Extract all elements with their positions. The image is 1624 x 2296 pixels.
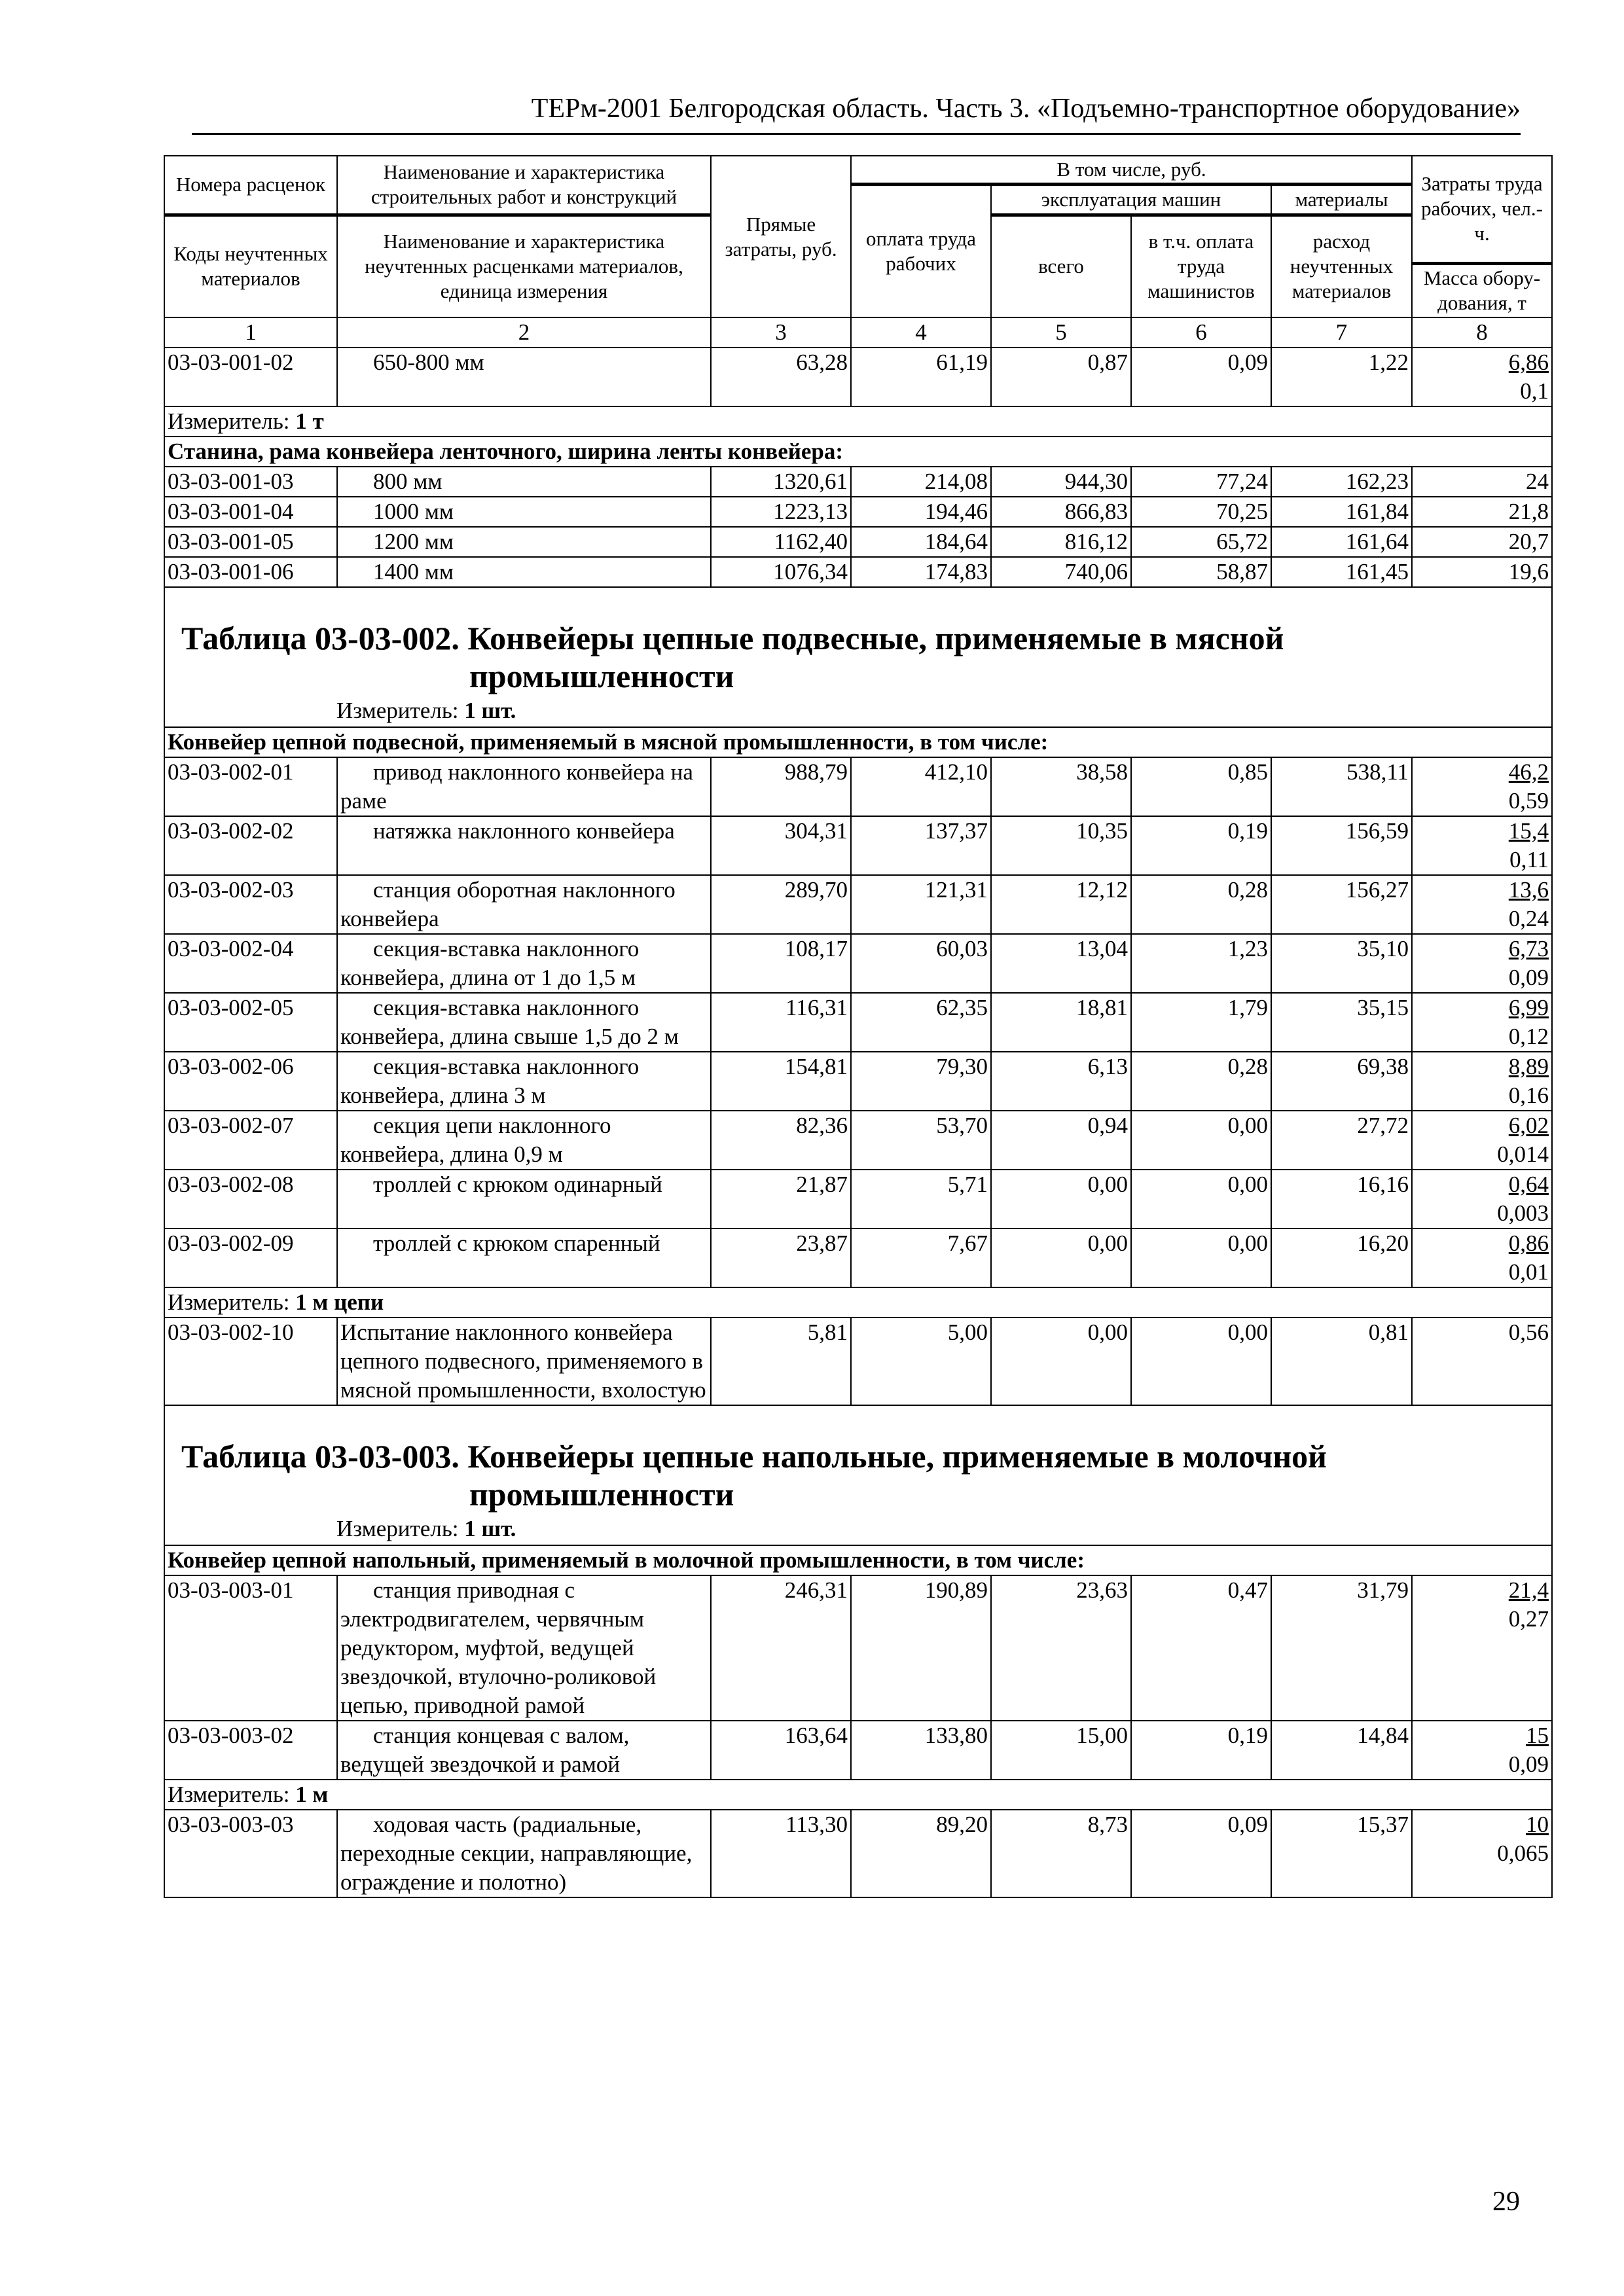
operator-pay: 65,72	[1131, 527, 1271, 557]
measure-value: 1 м	[295, 1782, 329, 1807]
materials-cost: 15,37	[1271, 1810, 1412, 1897]
direct-cost: 154,81	[711, 1052, 851, 1111]
labor-mass-cell	[1412, 557, 1552, 587]
rate-code: 03-03-002-01	[164, 757, 337, 816]
table-title: Таблица 03-03-002. Конвейеры цепные подвесные, применяемые в мясной	[181, 620, 1284, 656]
direct-cost: 21,87	[711, 1170, 851, 1229]
labor-mass-cell	[1412, 1810, 1552, 1897]
rate-name: привод наклонного конвейера на раме	[337, 757, 711, 816]
direct-cost: 1162,40	[711, 527, 851, 557]
machines-total: 13,04	[991, 934, 1131, 993]
table-row	[164, 467, 1552, 497]
worker-pay: 79,30	[851, 1052, 991, 1111]
table-row	[164, 1111, 1552, 1170]
rate-name: троллей с крюком спаренный	[337, 1229, 711, 1287]
operator-pay: 0,00	[1131, 1229, 1271, 1287]
rate-name: ходовая часть (радиальные, переходные секции, направляющие, ограждение и полотно)	[337, 1810, 711, 1897]
worker-pay: 133,80	[851, 1721, 991, 1780]
table-row	[164, 527, 1552, 557]
machines-total: 0,00	[991, 1229, 1131, 1287]
operator-pay: 0,19	[1131, 1721, 1271, 1780]
header-material-name: Наименование и характеристика неучтенных расценками материалов, единица измерения	[337, 215, 711, 317]
page-number: 29	[1492, 2187, 1520, 2217]
machines-total: 944,30	[991, 467, 1131, 497]
rate-code: 03-03-003-01	[164, 1575, 337, 1721]
materials-cost: 538,11	[1271, 757, 1412, 816]
machines-total: 15,00	[991, 1721, 1131, 1780]
header-material-consumption: расход неучтенных материалов	[1271, 215, 1412, 317]
direct-cost: 5,81	[711, 1318, 851, 1405]
labor-costs: 0,86	[1508, 1230, 1549, 1256]
worker-pay: 62,35	[851, 993, 991, 1052]
worker-pay: 60,03	[851, 934, 991, 993]
table-row	[164, 816, 1552, 875]
materials-cost: 161,45	[1271, 557, 1412, 587]
rate-name: троллей с крюком одинарный	[337, 1170, 711, 1229]
direct-cost: 113,30	[711, 1810, 851, 1897]
operator-pay: 77,24	[1131, 467, 1271, 497]
machines-total: 866,83	[991, 497, 1131, 527]
machines-total: 740,06	[991, 557, 1131, 587]
header-material-codes: Коды неучтенных материалов	[164, 215, 337, 317]
table-row	[164, 1810, 1552, 1897]
operator-pay: 70,25	[1131, 497, 1271, 527]
group-row	[164, 727, 1552, 757]
measure-row	[164, 1287, 1552, 1318]
rate-code: 03-03-002-04	[164, 934, 337, 993]
measure-unit	[181, 695, 1551, 726]
operator-pay: 0,09	[1131, 348, 1271, 406]
header-machines-total: всего	[991, 215, 1131, 317]
machines-total: 0,00	[991, 1318, 1131, 1405]
labor-costs: 6,99	[1508, 995, 1549, 1020]
column-number: 7	[1271, 317, 1412, 348]
rate-name: секция-вставка наклонного конвейера, длина от 1 до 1,5 м	[337, 934, 711, 993]
header-equipment-mass: Масса обору-дования, т	[1412, 263, 1552, 317]
machines-total: 10,35	[991, 816, 1131, 875]
equipment-mass: 0,59	[1508, 788, 1549, 814]
rate-code: 03-03-001-04	[164, 497, 337, 527]
measure-unit	[164, 1287, 1552, 1318]
table-title-row	[164, 1405, 1552, 1545]
labor-mass-cell	[1412, 497, 1552, 527]
rate-code: 03-03-002-06	[164, 1052, 337, 1111]
labor-costs: 15	[1526, 1723, 1549, 1748]
labor-mass-cell	[1412, 1575, 1552, 1721]
rate-code: 03-03-003-02	[164, 1721, 337, 1780]
machines-total: 8,73	[991, 1810, 1131, 1897]
materials-cost: 161,64	[1271, 527, 1412, 557]
worker-pay: 89,20	[851, 1810, 991, 1897]
table-row	[164, 497, 1552, 527]
labor-costs: 21,4	[1508, 1577, 1549, 1603]
labor-mass-cell	[1412, 1721, 1552, 1780]
worker-pay: 190,89	[851, 1575, 991, 1721]
machines-total: 0,00	[991, 1170, 1131, 1229]
measure-value: 1 м цепи	[295, 1289, 384, 1315]
direct-cost: 116,31	[711, 993, 851, 1052]
labor-mass-cell	[1412, 1052, 1552, 1111]
table-title-continued: промышленности	[469, 1476, 734, 1513]
labor-costs: 0,64	[1508, 1172, 1549, 1197]
group-title: Станина, рама конвейера ленточного, ширина ленты конвейера:	[164, 437, 1552, 467]
column-number: 3	[711, 317, 851, 348]
labor-mass-cell	[1412, 1229, 1552, 1287]
machines-total: 0,87	[991, 348, 1131, 406]
labor-costs: 8,89	[1508, 1054, 1549, 1079]
worker-pay: 5,71	[851, 1170, 991, 1229]
rate-code: 03-03-002-03	[164, 875, 337, 934]
header-rule	[192, 133, 1521, 135]
rate-code: 03-03-003-03	[164, 1810, 337, 1897]
measure-value: 1 шт.	[464, 1516, 516, 1541]
column-number: 6	[1131, 317, 1271, 348]
group-title: Конвейер цепной подвесной, применяемый в мясной промышленности, в том числе:	[164, 727, 1552, 757]
materials-cost: 1,22	[1271, 348, 1412, 406]
measure-label: Измеритель:	[168, 1782, 290, 1807]
group-row	[164, 1545, 1552, 1575]
table-title-cell	[164, 587, 1552, 727]
materials-cost: 31,79	[1271, 1575, 1412, 1721]
machines-total: 18,81	[991, 993, 1131, 1052]
operator-pay: 0,00	[1131, 1170, 1271, 1229]
labor-mass-cell	[1412, 467, 1552, 497]
labor-costs: 19,6	[1508, 559, 1549, 584]
labor-costs: 6,73	[1508, 936, 1549, 961]
table-row	[164, 1229, 1552, 1287]
labor-mass-cell	[1412, 1170, 1552, 1229]
labor-mass-cell	[1412, 934, 1552, 993]
column-number: 4	[851, 317, 991, 348]
direct-cost: 82,36	[711, 1111, 851, 1170]
materials-cost: 0,81	[1271, 1318, 1412, 1405]
rate-code: 03-03-001-03	[164, 467, 337, 497]
worker-pay: 174,83	[851, 557, 991, 587]
operator-pay: 0,28	[1131, 1052, 1271, 1111]
group-row	[164, 437, 1552, 467]
table-row	[164, 1052, 1552, 1111]
worker-pay: 194,46	[851, 497, 991, 527]
labor-costs: 10	[1526, 1812, 1549, 1837]
equipment-mass: 0,09	[1508, 965, 1549, 990]
rate-name: 800 мм	[337, 467, 711, 497]
equipment-mass: 0,1	[1520, 378, 1549, 404]
worker-pay: 61,19	[851, 348, 991, 406]
direct-cost: 23,87	[711, 1229, 851, 1287]
machines-total: 12,12	[991, 875, 1131, 934]
rate-name: станция оборотная наклонного конвейера	[337, 875, 711, 934]
measure-unit	[164, 1780, 1552, 1810]
operator-pay: 0,47	[1131, 1575, 1271, 1721]
measure-value: 1 т	[295, 408, 324, 434]
measure-row	[164, 1780, 1552, 1810]
header-materials: материалы	[1271, 184, 1412, 215]
rate-code: 03-03-002-10	[164, 1318, 337, 1405]
operator-pay: 0,09	[1131, 1810, 1271, 1897]
worker-pay: 7,67	[851, 1229, 991, 1287]
equipment-mass: 0,003	[1497, 1200, 1549, 1226]
equipment-mass: 0,12	[1508, 1024, 1549, 1049]
materials-cost: 69,38	[1271, 1052, 1412, 1111]
labor-costs: 6,02	[1508, 1113, 1549, 1138]
labor-costs: 0,56	[1508, 1319, 1549, 1345]
direct-cost: 108,17	[711, 934, 851, 993]
direct-cost: 988,79	[711, 757, 851, 816]
header-machine-operation: эксплуатация машин	[991, 184, 1271, 215]
operator-pay: 1,79	[1131, 993, 1271, 1052]
materials-cost: 14,84	[1271, 1721, 1412, 1780]
rate-code: 03-03-002-02	[164, 816, 337, 875]
direct-cost: 163,64	[711, 1721, 851, 1780]
table-title: Таблица 03-03-003. Конвейеры цепные напольные, применяемые в молочной	[181, 1438, 1327, 1475]
operator-pay: 58,87	[1131, 557, 1271, 587]
rate-name: натяжка наклонного конвейера	[337, 816, 711, 875]
equipment-mass: 0,24	[1508, 906, 1549, 931]
header-operator-pay: в т.ч. оплата труда машинистов	[1131, 215, 1271, 317]
materials-cost: 161,84	[1271, 497, 1412, 527]
running-header: ТЕРм-2001 Белгородская область. Часть 3. «Подъемно-транспортное оборудование»	[531, 94, 1521, 124]
header-labor-costs: Затраты труда рабочих, чел.-ч.	[1412, 156, 1552, 263]
table-row	[164, 875, 1552, 934]
worker-pay: 412,10	[851, 757, 991, 816]
direct-cost: 1076,34	[711, 557, 851, 587]
rate-name: секция цепи наклонного конвейера, длина 0,9 м	[337, 1111, 711, 1170]
rate-code: 03-03-001-05	[164, 527, 337, 557]
labor-costs: 15,4	[1508, 818, 1549, 844]
rate-code: 03-03-001-02	[164, 348, 337, 406]
direct-cost: 1223,13	[711, 497, 851, 527]
labor-mass-cell	[1412, 348, 1552, 406]
labor-mass-cell	[1412, 757, 1552, 816]
rate-name: станция концевая с валом, ведущей звездочкой и рамой	[337, 1721, 711, 1780]
labor-costs: 21,8	[1508, 499, 1549, 524]
table-title-row	[164, 587, 1552, 727]
equipment-mass: 0,16	[1508, 1083, 1549, 1108]
rate-code: 03-03-001-06	[164, 557, 337, 587]
table-row	[164, 1721, 1552, 1780]
column-number: 8	[1412, 317, 1552, 348]
measure-label: Измеритель:	[168, 1289, 290, 1315]
operator-pay: 0,00	[1131, 1318, 1271, 1405]
table-row	[164, 934, 1552, 993]
machines-total: 38,58	[991, 757, 1131, 816]
operator-pay: 0,28	[1131, 875, 1271, 934]
worker-pay: 5,00	[851, 1318, 991, 1405]
materials-cost: 156,59	[1271, 816, 1412, 875]
header-row-1	[164, 156, 1552, 184]
table-row	[164, 348, 1552, 406]
labor-costs: 6,86	[1508, 350, 1549, 375]
worker-pay: 137,37	[851, 816, 991, 875]
table-row	[164, 1318, 1552, 1405]
operator-pay: 0,00	[1131, 1111, 1271, 1170]
equipment-mass: 0,09	[1508, 1751, 1549, 1777]
measure-label: Измеритель:	[336, 1516, 459, 1541]
labor-costs: 13,6	[1508, 877, 1549, 903]
direct-cost: 1320,61	[711, 467, 851, 497]
operator-pay: 0,85	[1131, 757, 1271, 816]
worker-pay: 184,64	[851, 527, 991, 557]
materials-cost: 162,23	[1271, 467, 1412, 497]
table-title-continued: промышленности	[469, 658, 734, 694]
equipment-mass: 0,11	[1509, 847, 1549, 872]
labor-costs: 24	[1526, 469, 1549, 494]
materials-cost: 35,15	[1271, 993, 1412, 1052]
machines-total: 0,94	[991, 1111, 1131, 1170]
measure-unit	[164, 406, 1552, 437]
machines-total: 816,12	[991, 527, 1131, 557]
labor-costs: 46,2	[1508, 759, 1549, 785]
labor-mass-cell	[1412, 816, 1552, 875]
rate-name: 1200 мм	[337, 527, 711, 557]
column-number: 2	[337, 317, 711, 348]
table-row	[164, 1170, 1552, 1229]
operator-pay: 0,19	[1131, 816, 1271, 875]
rate-code: 03-03-002-09	[164, 1229, 337, 1287]
direct-cost: 304,31	[711, 816, 851, 875]
labor-mass-cell	[1412, 1318, 1552, 1405]
materials-cost: 27,72	[1271, 1111, 1412, 1170]
rate-name: Испытание наклонного конвейера цепного подвесного, применяемого в мясной промышленности, вхолостую	[337, 1318, 711, 1405]
table-row	[164, 993, 1552, 1052]
labor-mass-cell	[1412, 1111, 1552, 1170]
rate-name: станция приводная с электродвигателем, червячным редуктором, муфтой, ведущей звездочкой, втулочно-роликовой цепью, приводной рамой	[337, 1575, 711, 1721]
worker-pay: 53,70	[851, 1111, 991, 1170]
rate-name: секция-вставка наклонного конвейера, длина свыше 1,5 до 2 м	[337, 993, 711, 1052]
table-row	[164, 757, 1552, 816]
materials-cost: 35,10	[1271, 934, 1412, 993]
header-direct-costs: Прямые затраты, руб.	[711, 156, 851, 317]
labor-costs: 20,7	[1508, 529, 1549, 554]
measure-row	[164, 406, 1552, 437]
rate-code: 03-03-002-07	[164, 1111, 337, 1170]
measure-label: Измеритель:	[336, 698, 459, 723]
column-number: 5	[991, 317, 1131, 348]
rate-code: 03-03-002-05	[164, 993, 337, 1052]
labor-mass-cell	[1412, 527, 1552, 557]
equipment-mass: 0,27	[1508, 1606, 1549, 1632]
worker-pay: 214,08	[851, 467, 991, 497]
labor-mass-cell	[1412, 875, 1552, 934]
machines-total: 23,63	[991, 1575, 1131, 1721]
table-title-cell	[164, 1405, 1552, 1545]
measure-unit	[181, 1513, 1551, 1545]
header-rate-numbers: Номера расценок	[164, 156, 337, 215]
equipment-mass: 0,014	[1497, 1141, 1549, 1167]
header-work-name: Наименование и характеристика строительных работ и конструкций	[337, 156, 711, 215]
machines-total: 6,13	[991, 1052, 1131, 1111]
rate-name: секция-вставка наклонного конвейера, длина 3 м	[337, 1052, 711, 1111]
worker-pay: 121,31	[851, 875, 991, 934]
materials-cost: 16,20	[1271, 1229, 1412, 1287]
table-row	[164, 557, 1552, 587]
rate-name: 1400 мм	[337, 557, 711, 587]
equipment-mass: 0,065	[1497, 1840, 1549, 1866]
rate-code: 03-03-002-08	[164, 1170, 337, 1229]
operator-pay: 1,23	[1131, 934, 1271, 993]
column-numbers-row	[164, 317, 1552, 348]
materials-cost: 16,16	[1271, 1170, 1412, 1229]
rate-name: 1000 мм	[337, 497, 711, 527]
measure-value: 1 шт.	[464, 698, 516, 723]
header-including: В том числе, руб.	[851, 156, 1412, 184]
equipment-mass: 0,01	[1508, 1259, 1549, 1285]
measure-label: Измеритель:	[168, 408, 290, 434]
labor-mass-cell	[1412, 993, 1552, 1052]
column-number: 1	[164, 317, 337, 348]
header-worker-pay: оплата труда рабочих	[851, 184, 991, 317]
rates-table	[164, 155, 1553, 1898]
table-row	[164, 1575, 1552, 1721]
direct-cost: 246,31	[711, 1575, 851, 1721]
materials-cost: 156,27	[1271, 875, 1412, 934]
direct-cost: 63,28	[711, 348, 851, 406]
rate-name: 650-800 мм	[337, 348, 711, 406]
group-title: Конвейер цепной напольный, применяемый в молочной промышленности, в том числе:	[164, 1545, 1552, 1575]
direct-cost: 289,70	[711, 875, 851, 934]
